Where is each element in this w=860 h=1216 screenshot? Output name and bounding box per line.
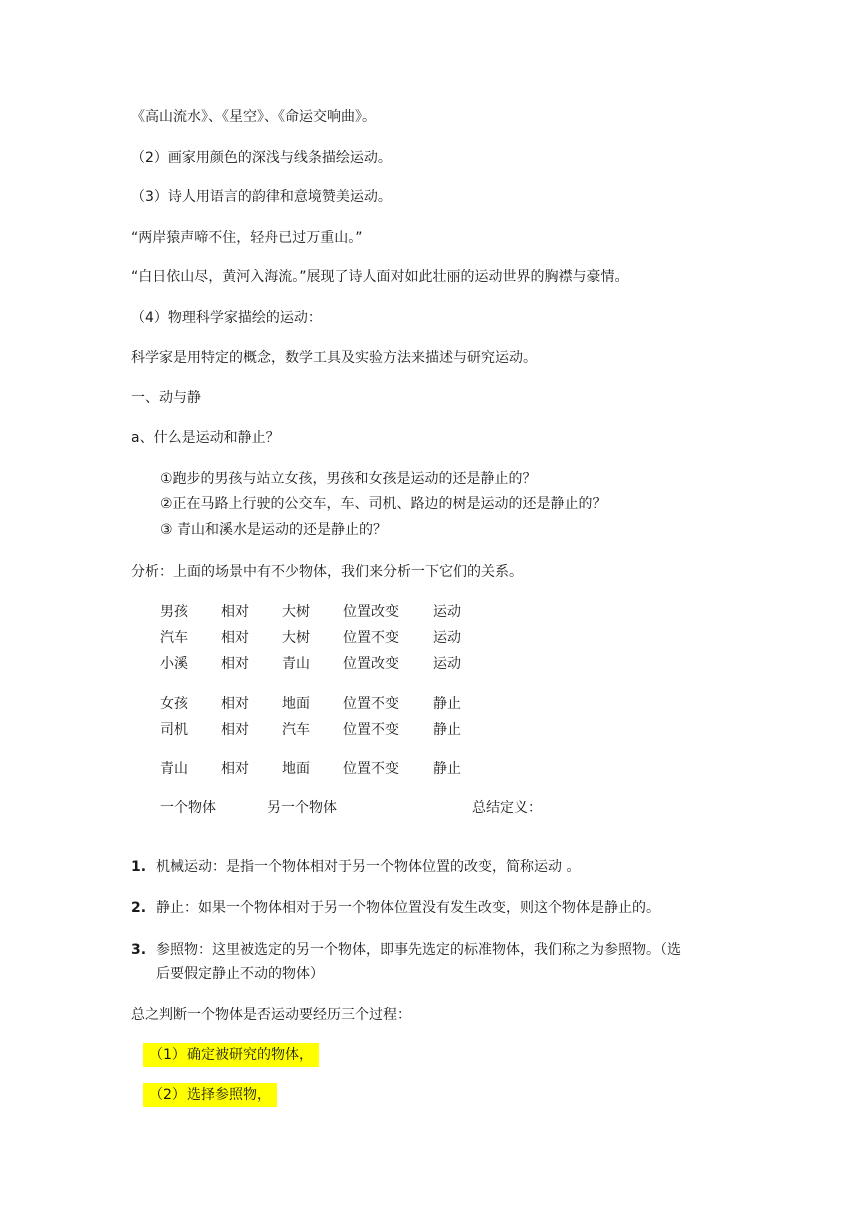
list-item: 参照物：这里被选定的另一个物体，即事先选定的标准物体，我们称之为参照物。（选 — [156, 942, 681, 958]
table-cell: 位置不变 — [343, 630, 399, 646]
question: ③ 青山和溪水是运动的还是静止的？ — [160, 522, 388, 538]
table-cell: 男孩 — [160, 604, 188, 620]
table-cell: 运动 — [433, 630, 461, 646]
table-cell: 位置不变 — [343, 722, 399, 738]
list-item: 静止：如果一个物体相对于另一个物体位置没有发生改变，则这个物体是静止的。 — [156, 900, 660, 916]
paragraph: （2）画家用颜色的深浅与线条描绘运动。 — [131, 150, 392, 166]
table-cell: 青山 — [282, 656, 310, 672]
table-cell: 运动 — [433, 604, 461, 620]
step-text: 选择参照物， — [187, 1087, 271, 1103]
list-number: 2. — [131, 900, 147, 916]
table-cell: 大树 — [282, 604, 310, 620]
table-cell: 地面 — [282, 761, 310, 777]
footer-label: 一个物体 — [160, 800, 216, 816]
paragraph: “白日依山尽，黄河入海流。”展现了诗人面对如此壮丽的运动世界的胸襟与豪情。 — [131, 269, 629, 285]
step-label: （1） — [149, 1047, 186, 1063]
table-cell: 静止 — [433, 696, 461, 712]
table-cell: 相对 — [221, 656, 249, 672]
step-text: 确定被研究的物体， — [187, 1047, 313, 1063]
table-cell: 司机 — [160, 722, 188, 738]
list-item-continuation: 后要假定静止不动的物体） — [156, 966, 324, 982]
list-number: 1. — [131, 859, 147, 875]
footer-label: 总结定义： — [472, 800, 542, 816]
table-cell: 汽车 — [160, 630, 188, 646]
table-cell: 相对 — [221, 630, 249, 646]
analysis-text: 分析：上面的场景中有不少物体，我们来分析一下它们的关系。 — [131, 564, 523, 580]
section-heading: 一、动与静 — [131, 390, 201, 406]
list-item: 机械运动：是指一个物体相对于另一个物体位置的改变，简称运动 。 — [156, 859, 581, 875]
table-cell: 位置改变 — [343, 604, 399, 620]
table-cell: 相对 — [221, 761, 249, 777]
table-cell: 相对 — [221, 604, 249, 620]
table-cell: 地面 — [282, 696, 310, 712]
question: ②正在马路上行驶的公交车，车、司机、路边的树是运动的还是静止的？ — [160, 496, 607, 512]
table-cell: 小溪 — [160, 656, 188, 672]
question: ①跑步的男孩与站立女孩，男孩和女孩是运动的还是静止的？ — [160, 471, 537, 487]
list-number: 3. — [131, 942, 147, 958]
table-cell: 位置不变 — [343, 761, 399, 777]
table-cell: 汽车 — [282, 722, 310, 738]
paragraph: 《高山流水》、《星空》、《命运交响曲》。 — [131, 109, 376, 125]
table-cell: 静止 — [433, 722, 461, 738]
subsection-heading: a、什么是运动和静止？ — [131, 430, 280, 446]
table-cell: 位置改变 — [343, 656, 399, 672]
paragraph: （4）物理科学家描绘的运动： — [131, 310, 322, 326]
table-cell: 大树 — [282, 630, 310, 646]
highlighted-step — [143, 1083, 277, 1107]
paragraph: （3）诗人用语言的韵律和意境赞美运动。 — [131, 189, 392, 205]
table-cell: 位置不变 — [343, 696, 399, 712]
table-cell: 女孩 — [160, 696, 188, 712]
footer-label: 另一个物体 — [267, 800, 337, 816]
table-cell: 运动 — [433, 656, 461, 672]
paragraph: 科学家是用特定的概念，数学工具及实验方法来描述与研究运动。 — [131, 350, 537, 366]
summary-text: 总之判断一个物体是否运动要经历三个过程： — [131, 1007, 411, 1023]
table-cell: 青山 — [160, 761, 188, 777]
paragraph: “两岸猿声啼不住，轻舟已过万重山。” — [131, 230, 363, 246]
table-cell: 静止 — [433, 761, 461, 777]
table-cell: 相对 — [221, 722, 249, 738]
step-label: （2） — [149, 1087, 186, 1103]
highlighted-step — [143, 1043, 319, 1067]
table-cell: 相对 — [221, 696, 249, 712]
